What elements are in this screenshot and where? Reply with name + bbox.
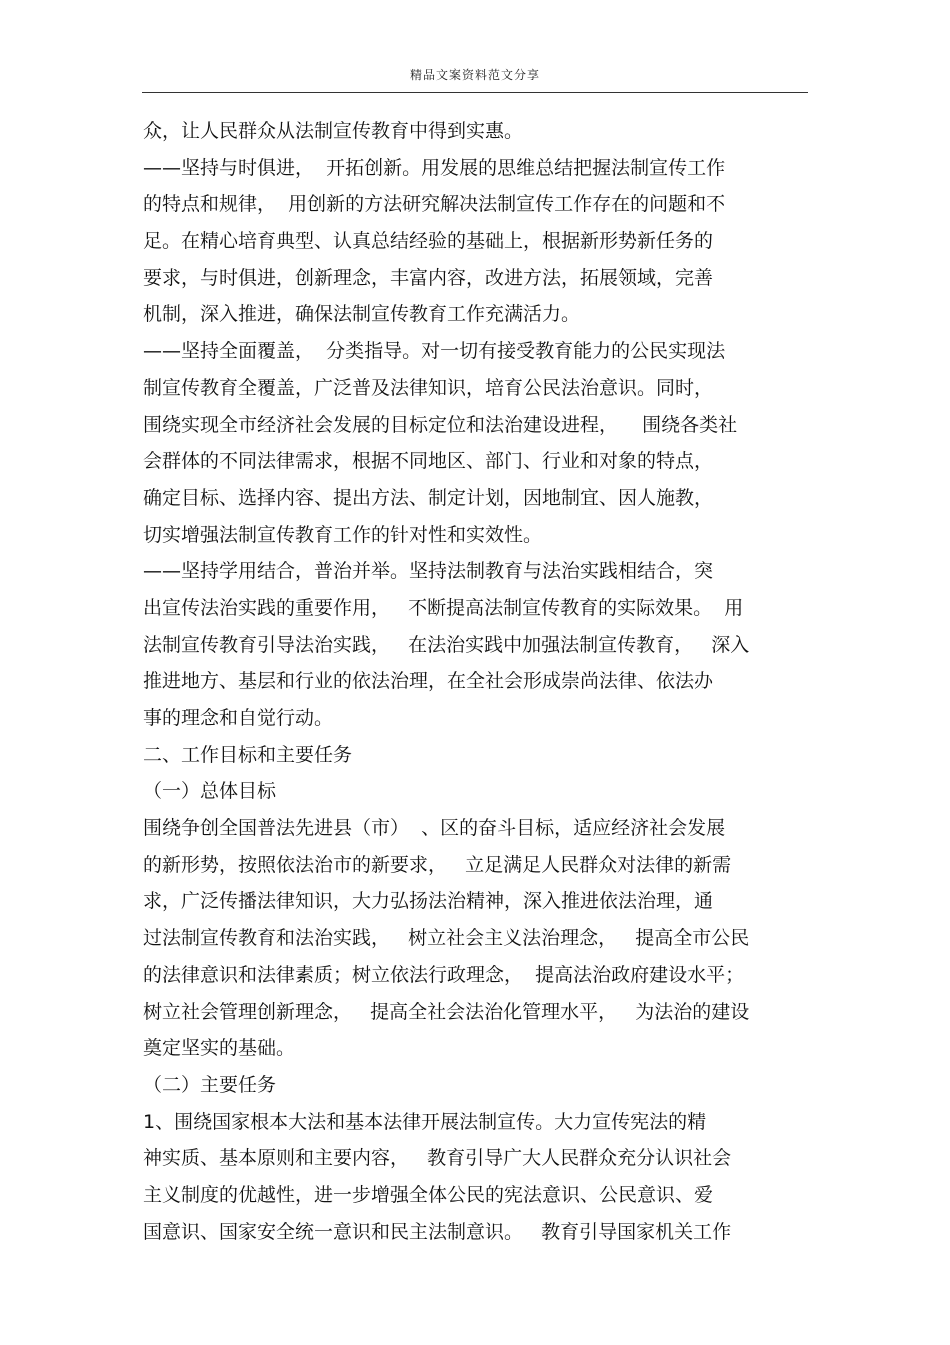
subsection-heading: （一）总体目标 (143, 780, 277, 803)
section-heading: 二、工作目标和主要任务 (143, 743, 353, 766)
text-line: 的新形势，按照依法治市的新要求， 立足满足人民群众对法律的新需 (143, 853, 732, 876)
text-line: 出宣传法治实践的重要作用， 不断提高法制宣传教育的实际效果。 用 (143, 596, 744, 619)
page-header (142, 62, 808, 93)
text-line: 推进地方、基层和行业的依法治理，在全社会形成崇尚法律、依法办 (143, 670, 714, 693)
text-line: 切实增强法制宣传教育工作的针对性和实效性。 (143, 523, 543, 546)
text-line: 会群体的不同法律需求，根据不同地区、部门、行业和对象的特点， (143, 450, 714, 473)
text-line: 国意识、国家安全统一意识和民主法制意识。 教育引导国家机关工作 (143, 1220, 732, 1243)
text-line: ——坚持与时俱进， 开拓创新。用发展的思维总结把握法制宣传工作 (143, 156, 726, 179)
text-line: 机制，深入推进，确保法制宣传教育工作充满活力。 (143, 303, 581, 326)
text-line: 制宣传教育全覆盖，广泛普及法律知识，培育公民法治意识。同时， (143, 376, 714, 399)
text-line: 神实质、基本原则和主要内容， 教育引导广大人民群众充分认识社会 (143, 1147, 732, 1170)
text-line: 的法律意识和法律素质；树立依法行政理念， 提高法治政府建设水平； (143, 963, 745, 986)
subsection-heading: （二）主要任务 (143, 1073, 277, 1096)
text-line: 足。在精心培育典型、认真总结经验的基础上，根据新形势新任务的 (143, 230, 714, 253)
text-line: 的特点和规律， 用创新的方法研究解决法制宣传工作存在的问题和不 (143, 193, 726, 216)
text-line: 要求，与时俱进，创新理念，丰富内容，改进方法，拓展领域，完善 (143, 266, 714, 289)
text-line: 法制宣传教育引导法治实践， 在法治实践中加强法制宣传教育， 深入 (143, 633, 750, 656)
text-line: 主义制度的优越性，进一步增强全体公民的宪法意识、公民意识、爱 (143, 1183, 714, 1206)
text-line: ——坚持全面覆盖， 分类指导。对一切有接受教育能力的公民实现法 (143, 340, 726, 363)
text-line: 围绕实现全市经济社会发展的目标定位和法治建设进程， 围绕各类社 (143, 413, 738, 436)
page-header-title: 精品文案资料范文分享 (409, 68, 540, 82)
text-line: 过法制宣传教育和法治实践， 树立社会主义法治理念， 提高全市公民 (143, 927, 750, 950)
document-body (143, 113, 811, 1250)
text-line: 确定目标、选择内容、提出方法、制定计划，因地制宜、因人施教， (143, 486, 714, 509)
text-line: 事的理念和自觉行动。 (143, 707, 334, 729)
text-line: 奠定坚实的基础。 (143, 1037, 296, 1060)
text-line: 树立社会管理创新理念， 提高全社会法治化管理水平， 为法治的建设 (143, 1000, 750, 1023)
text-line: 围绕争创全国普法先进县（市） 、区的奋斗目标，适应经济社会发展 (143, 817, 726, 840)
text-line: 求，广泛传播法律知识，大力弘扬法治精神，深入推进依法治理，通 (143, 890, 714, 913)
text-line: ——坚持学用结合，普治并举。坚持法制教育与法治实践相结合，突 (143, 560, 714, 583)
text-line: 众，让人民群众从法制宣传教育中得到实惠。 (143, 120, 524, 142)
text-line: 1、围绕国家根本大法和基本法律开展法制宣传。大力宣传宪法的精 (143, 1110, 707, 1133)
